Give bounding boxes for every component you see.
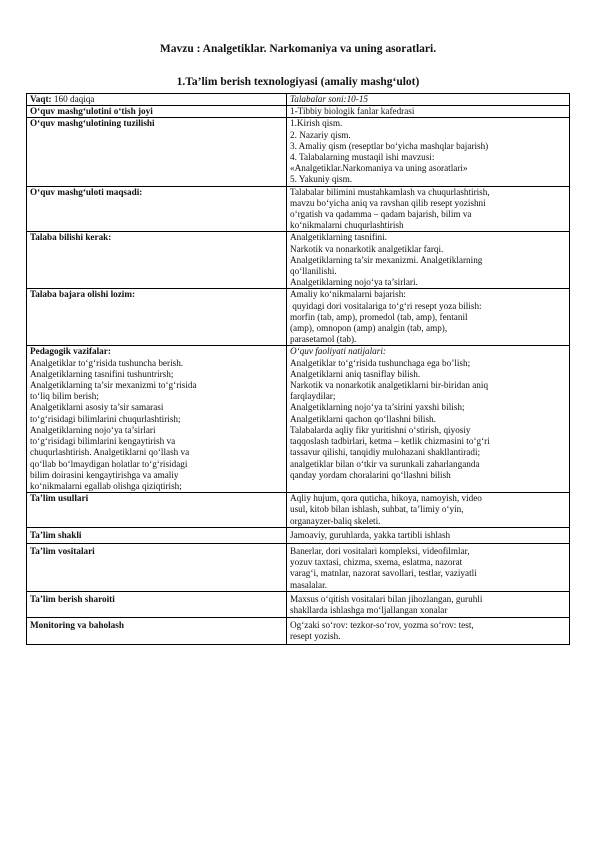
goal-text	[287, 186, 570, 232]
table-row-conditions	[27, 591, 570, 617]
list-item: 5. Yakuniy qism.	[290, 174, 353, 185]
table-row-methods	[27, 493, 570, 528]
time-label: Vaqt:	[30, 94, 52, 104]
text-line: shakllarda ishlashga mo‘ljallangan xonalar	[290, 604, 448, 615]
text-line: Analgetiklarni asosiy ta’sir samarasi	[30, 402, 164, 413]
table-row-form	[27, 527, 570, 543]
text-line: Amaliy ko‘nikmalarni bajarish:	[290, 289, 406, 300]
text-line: farqlaydilar;	[290, 391, 336, 402]
pedagogic-cell	[27, 346, 287, 493]
text-line: chuqurlashtirish. Analgetiklarni qo‘llash va	[30, 447, 190, 458]
must-know-text	[287, 232, 570, 289]
text-line: Jamoaviy, guruhlarda, yakka tartibli ishlash	[290, 529, 451, 540]
text-line: Talabalarda aqliy fikr yuritishni o‘stirish, qiyosiy	[290, 424, 471, 435]
structure-list	[287, 118, 570, 186]
text-line: ko‘nikmalarni chuqurlashtirish	[290, 220, 404, 231]
results-label: O‘quv faoliyati natijalari:	[290, 346, 386, 357]
text-line: Analgetiklarning nojo‘ya ta’sirlari	[30, 424, 156, 435]
list-item: 3. Amaliy qism (reseptlar bo‘yicha mashqlar bajarish)	[290, 140, 489, 151]
list-item: 1.Kirish qism.	[290, 118, 343, 129]
text-line: Analgetiklar to‘g‘risida tushuncha berish.	[30, 357, 184, 368]
tools-label: Ta’lim vositalari	[27, 543, 287, 591]
text-line: Talabalar bilimini mustahkamlash va chuqurlashtirish,	[290, 186, 490, 197]
text-line: qo‘llab bo‘lmaydigan holatlar to‘g‘risidagi	[30, 458, 188, 469]
text-line: Analgetiklarning ta’sir mexanizmi. Analgetiklarning	[290, 254, 483, 265]
text-line: Banerlar, dori vositalari kompleksi, videofilmlar,	[290, 545, 470, 556]
must-know-label: Talaba bilishi kerak:	[27, 232, 287, 289]
text-line: Aqliy hujum, qora quticha, hikoya, namoyish, video	[290, 493, 482, 504]
time-cell	[27, 94, 287, 106]
must-do-text	[287, 289, 570, 346]
text-line: Analgetiklarning nojo‘ya ta’sirlari.	[290, 277, 418, 288]
table-row-tools	[27, 543, 570, 591]
text-line: to‘g‘risidagi bilimlarini kengaytirish va	[30, 436, 176, 447]
conditions-label: Ta’lim berish sharoiti	[27, 591, 287, 617]
text-line: qo‘llanilishi.	[290, 266, 337, 277]
text-line: Analgetiklarni qachon qo‘llashni bilish.	[290, 413, 436, 424]
structure-label: O‘quv mashg‘ulotining tuzilishi	[27, 118, 287, 186]
text-line: masalalar.	[290, 579, 327, 590]
text-line: bilim doirasini kengaytirishga va amaliy	[30, 469, 179, 480]
methods-label: Ta’lim usullari	[27, 493, 287, 528]
table-row-structure	[27, 118, 570, 186]
venue-value: 1-Tibbiy biologik fanlar kafedrasi	[287, 106, 570, 118]
conditions-text	[287, 591, 570, 617]
monitoring-text	[287, 618, 570, 644]
table-row-venue	[27, 106, 570, 118]
lesson-plan-table	[26, 93, 570, 645]
text-line: Analgetiklarning nojo‘ya ta’sirini yaxshi bilish;	[290, 402, 465, 413]
table-row-monitoring	[27, 618, 570, 644]
table-row-must-do	[27, 289, 570, 346]
list-item: 4. Talabalarning mustaqil ishi mavzusi:	[290, 152, 435, 163]
text-line: to‘liq bilim berish;	[30, 391, 99, 402]
text-line: Og‘zaki so‘rov: tezkor-so‘rov, yozma so‘rov: test,	[290, 620, 474, 631]
student-count: Talabalar soni:10-15	[287, 94, 570, 106]
text-line: organayzer-baliq skeleti.	[290, 515, 381, 526]
text-line: o‘rgatish va qadamma – qadam bajarish, bilim va	[290, 209, 472, 220]
page-title: Mavzu : Analgetiklar. Narkomaniya va uning asoratlari.	[159, 43, 437, 55]
text-line: mavzu bo‘yicha aniq va ravshan qilib resept yozishni	[290, 197, 486, 208]
text-line: qanday yordam choralarini qo‘llashni bilish	[290, 469, 451, 480]
venue-label: O‘quv mashg‘ulotini o‘tish joyi	[27, 106, 287, 118]
text-line: ko‘nikmalarni egallab olishga qiziqtirish;	[30, 480, 182, 491]
text-line: to‘g‘risidagi bilimlarini chuqurlashtirish;	[30, 413, 181, 424]
must-do-label: Talaba bajara olishi lozim:	[27, 289, 287, 346]
text-line: Analgetiklarning ta’sir mexanizmi to‘g‘risida	[30, 380, 197, 391]
text-line: Analgetiklarning tasnifini.	[290, 232, 387, 243]
form-text	[287, 527, 570, 543]
table-row-goal	[27, 186, 570, 232]
text-line: analgetiklar bilan o‘tkir va surunkali zaharlanganda	[290, 458, 480, 469]
text-line: Narkotik va nonarkotik analgetiklarni bir-biridan aniq	[290, 380, 489, 391]
methods-text	[287, 493, 570, 528]
table-row-must-know	[27, 232, 570, 289]
section-subtitle: 1.Ta’lim berish texnologiyasi (amaliy mashg‘ulot)	[176, 76, 420, 88]
text-line: (amp), omnopon (amp) analgin (tab, amp),	[290, 323, 448, 334]
goal-label: O‘quv mashg‘uloti maqsadi:	[27, 186, 287, 232]
results-cell	[287, 346, 570, 493]
text-line: yozuv taxtasi, chizma, sxema, eslatma, nazorat	[290, 557, 463, 568]
tools-text	[287, 543, 570, 591]
form-label: Ta’lim shakli	[27, 527, 287, 543]
text-line: Analgetiklar to‘g‘risida tushunchaga ega bo’lish;	[290, 357, 471, 368]
text-line: Maxsus o‘qitish vositalari bilan jihozlangan, guruhli	[290, 593, 483, 604]
text-line: Narkotik va nonarkotik analgetiklar farqi.	[290, 243, 444, 254]
text-line: taqqoslash tadbirlari, ketma – ketlik chizmasini to‘g‘ri	[290, 436, 490, 447]
list-item: 2. Nazariy qism.	[290, 129, 351, 140]
text-line: parasetamol (tab).	[290, 334, 357, 345]
text-line: resept yozish.	[290, 631, 341, 642]
monitoring-label: Monitoring va baholash	[27, 618, 287, 644]
text-line: tassavur qilishi, tanqidiy mulohazani shakllantiradi;	[290, 447, 481, 458]
text-line: quyidagi dori vositalariga to‘g‘ri resept yoza bilish:	[290, 300, 482, 311]
text-line: usul, kitob bilan ishlash, suhbat, ta’limiy o‘yin,	[290, 504, 464, 515]
text-line: varag‘i, matnlar, nazorat savollari, testlar, vaziyatli	[290, 568, 477, 579]
text-line: Analgetiklarni aniq tasniflay bilish.	[290, 368, 421, 379]
table-row-time	[27, 94, 570, 106]
pedagogic-label: Pedagogik vazifalar:	[30, 346, 111, 357]
list-item: «Analgetiklar.Narkomaniya va uning asoratlari»	[290, 163, 468, 174]
text-line: Analgetiklarning tasnifini tushuntrirsh;	[30, 368, 174, 379]
text-line: morfin (tab, amp), promedol (tab, amp), fentanil	[290, 311, 468, 322]
table-row-pedagogic	[27, 346, 570, 493]
time-value: 160 daqiqa	[51, 94, 95, 104]
